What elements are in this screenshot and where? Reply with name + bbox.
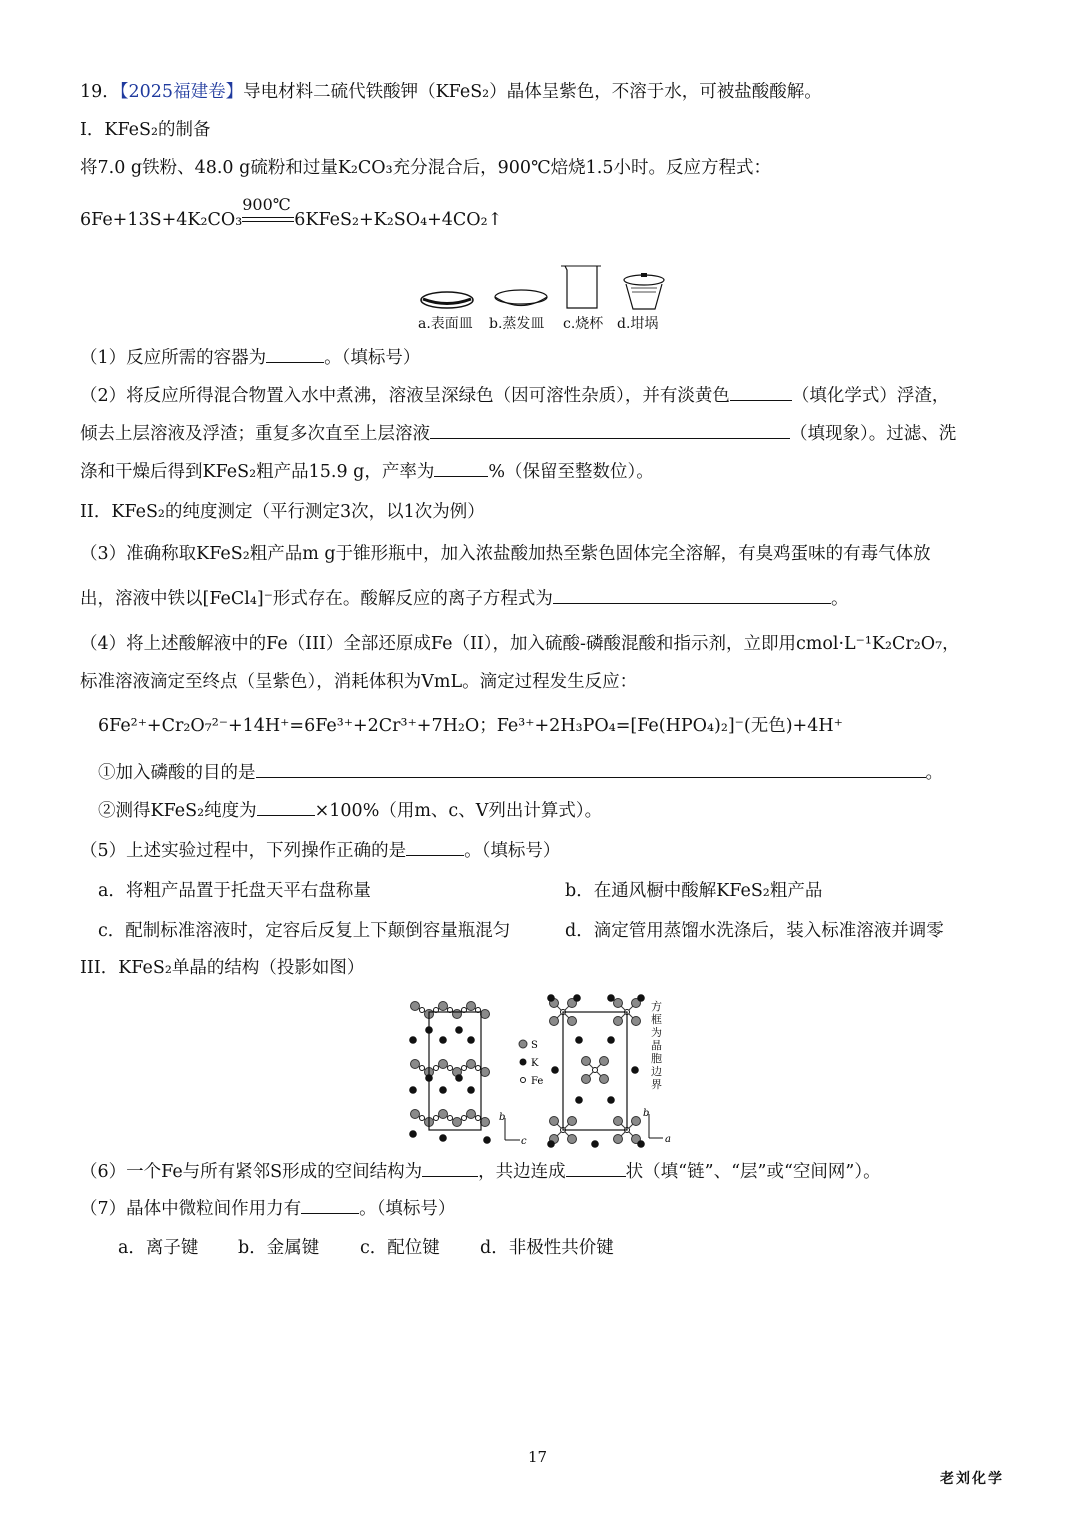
s-atom bbox=[467, 1110, 476, 1119]
legend-k-icon bbox=[520, 1059, 527, 1066]
q5-answer-blank[interactable] bbox=[406, 838, 464, 856]
s-atom bbox=[411, 1002, 420, 1011]
fe-atom bbox=[448, 1116, 453, 1121]
q2-line1-post: （填化学式）浮渣， bbox=[791, 386, 950, 406]
k-atom bbox=[409, 1086, 417, 1094]
s-atom bbox=[614, 999, 623, 1008]
legend-k-label: K bbox=[531, 1058, 539, 1069]
axes-left bbox=[499, 1112, 527, 1147]
s-atom bbox=[550, 1117, 559, 1126]
s-atom bbox=[439, 1002, 448, 1011]
q4-sub1 bbox=[98, 760, 943, 785]
reaction-equation bbox=[80, 194, 503, 232]
s-atom bbox=[614, 1135, 623, 1144]
figure-side-note: 方框为晶胞边界 bbox=[651, 1000, 662, 1091]
q2-line1-text: （2）将反应所得混合物置入水中煮沸，溶液呈深绿色（因可溶性杂质），并有淡黄色 bbox=[80, 386, 730, 406]
q7-option-d: d．非极性共价键 bbox=[480, 1238, 614, 1258]
apparatus-label-b: b.蒸发皿 bbox=[489, 316, 545, 332]
fe-atom bbox=[448, 1066, 453, 1071]
s-atom bbox=[614, 1017, 623, 1026]
k-atom bbox=[575, 1036, 583, 1044]
k-atom bbox=[607, 994, 615, 1002]
crystal-structure-figure bbox=[405, 990, 690, 1150]
fe-atom bbox=[476, 1116, 481, 1121]
q2-line2 bbox=[80, 421, 956, 446]
s-atom bbox=[614, 1117, 623, 1126]
s-atom bbox=[453, 1010, 462, 1019]
legend-s-icon bbox=[519, 1040, 527, 1048]
k-atom bbox=[467, 1036, 475, 1044]
q4-equation: 6Fe²⁺+Cr₂O₇²⁻+14H⁺=6Fe³⁺+2Cr³⁺+7H₂O；Fe³⁺+2H₃PO₄=[Fe(HPO₄)₂]⁻(无色)+4H⁺ bbox=[98, 716, 843, 736]
axis-right-h: a bbox=[665, 1134, 671, 1145]
watch-glass-icon bbox=[421, 292, 473, 308]
q5-option-c: c．配制标准溶液时，定容后反复上下颠倒容量瓶混匀 bbox=[98, 921, 511, 941]
s-atom bbox=[582, 1075, 591, 1084]
q2-line2-post: （填现象）。过滤、洗 bbox=[790, 424, 957, 444]
q4-sub2-post: ×100%（用m、c、V列出计算式）。 bbox=[314, 801, 603, 821]
equation-left: 6Fe+13S+4K₂CO₃ bbox=[80, 210, 243, 230]
apparatus-label-c: c.烧杯 bbox=[563, 316, 604, 332]
q4-line2: 标准溶液滴定至终点（呈紫色），消耗体积为VmL。滴定过程发生反应： bbox=[80, 672, 638, 692]
s-atom bbox=[550, 1017, 559, 1026]
k-atom bbox=[547, 994, 555, 1002]
q5-option-a: a．将粗产品置于托盘天平右盘称量 bbox=[98, 881, 371, 901]
q6-shape-blank[interactable] bbox=[566, 1159, 626, 1177]
legend-fe-label: Fe bbox=[531, 1076, 544, 1087]
question-intro-text: 导电材料二硫代铁酸钾（KFeS₂）晶体呈紫色，不溶于水，可被盐酸酸解。 bbox=[243, 82, 822, 102]
k-atom bbox=[439, 1036, 447, 1044]
s-atom bbox=[568, 1117, 577, 1126]
q2-line1 bbox=[80, 383, 949, 408]
k-atom bbox=[483, 1136, 491, 1144]
apparatus-label-a: a.表面皿 bbox=[418, 316, 473, 332]
q3-line1: （3）准确称取KFeS₂粗产品m g于锥形瓶中，加入浓盐酸加热至紫色固体完全溶解，有臭鸡蛋味的有毒气体放 bbox=[80, 544, 931, 564]
question-source: 【2025福建卷】 bbox=[119, 82, 244, 102]
part3-heading: III．KFeS₂单晶的结构（投影如图） bbox=[80, 958, 365, 978]
q4-purpose-blank[interactable] bbox=[256, 760, 926, 778]
question-intro bbox=[80, 80, 822, 104]
k-atom bbox=[547, 1140, 555, 1148]
s-atom bbox=[439, 1060, 448, 1069]
q4-sub1-post: 。 bbox=[925, 763, 943, 783]
q7-option-c: c．配位键 bbox=[360, 1238, 440, 1258]
s-atom bbox=[481, 1068, 490, 1077]
k-atom bbox=[439, 1134, 447, 1142]
q7-answer-blank[interactable] bbox=[301, 1196, 359, 1214]
q7-text: （7）晶体中微粒间作用力有 bbox=[80, 1199, 302, 1219]
k-atom bbox=[637, 1140, 645, 1148]
axis-right-v: b bbox=[643, 1108, 650, 1119]
fe-atom bbox=[462, 1116, 467, 1121]
fe-atom bbox=[434, 1066, 439, 1071]
part1-heading: I．KFeS₂的制备 bbox=[80, 120, 211, 140]
s-atom bbox=[439, 1110, 448, 1119]
fe-atom bbox=[462, 1066, 467, 1071]
s-atom bbox=[481, 1010, 490, 1019]
k-atom bbox=[637, 994, 645, 1002]
legend-s-label: S bbox=[531, 1040, 538, 1051]
q2-line2-text: 倾去上层溶液及浮渣；重复多次直至上层溶液 bbox=[80, 424, 430, 444]
beaker-icon bbox=[561, 266, 601, 308]
k-atom bbox=[591, 1140, 599, 1148]
page-number: 17 bbox=[528, 1448, 548, 1466]
k-atom bbox=[467, 1086, 475, 1094]
q2-line3-post: %（保留至整数位）。 bbox=[488, 462, 654, 482]
axis-left-h: c bbox=[521, 1136, 527, 1147]
fe-atom bbox=[593, 1068, 598, 1073]
k-atom bbox=[409, 1036, 417, 1044]
s-atom bbox=[481, 1118, 490, 1127]
fe-atom bbox=[420, 1008, 425, 1013]
s-atom bbox=[411, 1110, 420, 1119]
k-atom bbox=[455, 1026, 463, 1034]
part1-text: 将7.0 g铁粉、48.0 g硫粉和过量K₂CO₃充分混合后，900℃焙烧1.5小时。反应方程式： bbox=[80, 158, 771, 178]
fe-atom bbox=[476, 1066, 481, 1071]
q5-post: 。（填标号） bbox=[464, 841, 561, 861]
apparatus-label-d: d.坩埚 bbox=[617, 316, 659, 332]
s-atom bbox=[568, 1135, 577, 1144]
fe-atom bbox=[420, 1066, 425, 1071]
q4-sub1-text: ①加入磷酸的目的是 bbox=[98, 763, 256, 783]
q3-line2 bbox=[80, 586, 848, 611]
s-atom bbox=[467, 1060, 476, 1069]
equation-arrow bbox=[242, 194, 294, 231]
q6-text: （6）一个Fe与所有紧邻S形成的空间结构为 bbox=[80, 1162, 423, 1182]
q6 bbox=[80, 1159, 881, 1184]
q2-yield-blank[interactable] bbox=[434, 459, 488, 477]
q2-line3 bbox=[80, 459, 654, 484]
axes-right bbox=[643, 1108, 671, 1145]
fe-atom bbox=[420, 1116, 425, 1121]
q5-text: （5）上述实验过程中，下列操作正确的是 bbox=[80, 841, 407, 861]
q1-post: 。（填标号） bbox=[324, 348, 421, 368]
legend-fe-icon bbox=[521, 1078, 526, 1083]
apparatus-figure bbox=[415, 262, 675, 318]
s-atom bbox=[582, 1057, 591, 1066]
q6-structure-blank[interactable] bbox=[422, 1159, 478, 1177]
q3-line2-post: 。 bbox=[830, 589, 849, 609]
k-atom bbox=[551, 1066, 559, 1074]
q4-sub2 bbox=[98, 798, 602, 823]
q1-text: （1）反应所需的容器为 bbox=[80, 348, 267, 368]
q1-answer-blank[interactable] bbox=[266, 345, 324, 363]
reaction-condition: 900℃ bbox=[242, 194, 291, 214]
part2-heading: II．KFeS₂的纯度测定（平行测定3次，以1次为例） bbox=[80, 502, 485, 522]
projection-right bbox=[547, 994, 645, 1148]
q4-sub2-text: ②测得KFeS₂纯度为 bbox=[98, 801, 257, 821]
q5 bbox=[80, 838, 560, 863]
projection-left bbox=[409, 1002, 491, 1144]
q7-option-b: b．金属键 bbox=[238, 1238, 320, 1258]
q1 bbox=[80, 345, 420, 370]
k-atom bbox=[409, 1130, 417, 1138]
k-atom bbox=[439, 1086, 447, 1094]
q2-formula-blank[interactable] bbox=[730, 383, 792, 401]
q2-phenomenon-blank[interactable] bbox=[430, 421, 790, 439]
s-atom bbox=[600, 1057, 609, 1066]
crucible-icon bbox=[624, 273, 664, 309]
q3-equation-blank[interactable] bbox=[553, 586, 831, 604]
q7-post: 。（填标号） bbox=[359, 1199, 456, 1219]
s-atom bbox=[600, 1075, 609, 1084]
q6-post: 状（填“链”、“层”或“空间网”）。 bbox=[625, 1162, 881, 1182]
fe-atom bbox=[434, 1116, 439, 1121]
question-number: 19． bbox=[80, 82, 120, 102]
s-atom bbox=[632, 1117, 641, 1126]
q2-line3-text: 涤和干燥后得到KFeS₂粗产品15.9 g，产率为 bbox=[80, 462, 435, 482]
s-atom bbox=[467, 1002, 476, 1011]
q5-option-b: b．在通风橱中酸解KFeS₂粗产品 bbox=[565, 881, 823, 901]
q7 bbox=[80, 1196, 455, 1221]
s-atom bbox=[568, 1017, 577, 1026]
k-atom bbox=[607, 1036, 615, 1044]
k-atom bbox=[631, 1066, 639, 1074]
q4-line1: （4）将上述酸解液中的Fe（III）全部还原成Fe（II），加入硫酸-磷酸混酸和指示剂，立即用cmol·L⁻¹K₂Cr₂O₇， bbox=[80, 634, 960, 654]
s-atom bbox=[453, 1118, 462, 1127]
q6-mid: ，共边连成 bbox=[478, 1162, 566, 1182]
q5-option-d: d．滴定管用蒸馏水洗涤后，装入标准溶液并调零 bbox=[565, 921, 944, 941]
q3-line2-text: 出，溶液中铁以[FeCl₄]⁻形式存在。酸解反应的离子方程式为 bbox=[80, 589, 553, 609]
axis-left-v: b bbox=[499, 1112, 506, 1123]
s-atom bbox=[632, 1017, 641, 1026]
k-atom bbox=[573, 994, 581, 1002]
k-atom bbox=[455, 1074, 463, 1082]
q4-purity-blank[interactable] bbox=[257, 798, 315, 816]
watermark: 老刘化学 bbox=[940, 1471, 1004, 1487]
equation-right: 6KFeS₂+K₂SO₄+4CO₂↑ bbox=[294, 210, 503, 230]
k-atom bbox=[575, 1096, 583, 1104]
evaporating-dish-icon bbox=[495, 290, 547, 306]
k-atom bbox=[607, 1096, 615, 1104]
q7-option-a: a．离子键 bbox=[118, 1238, 199, 1258]
s-atom bbox=[411, 1060, 420, 1069]
